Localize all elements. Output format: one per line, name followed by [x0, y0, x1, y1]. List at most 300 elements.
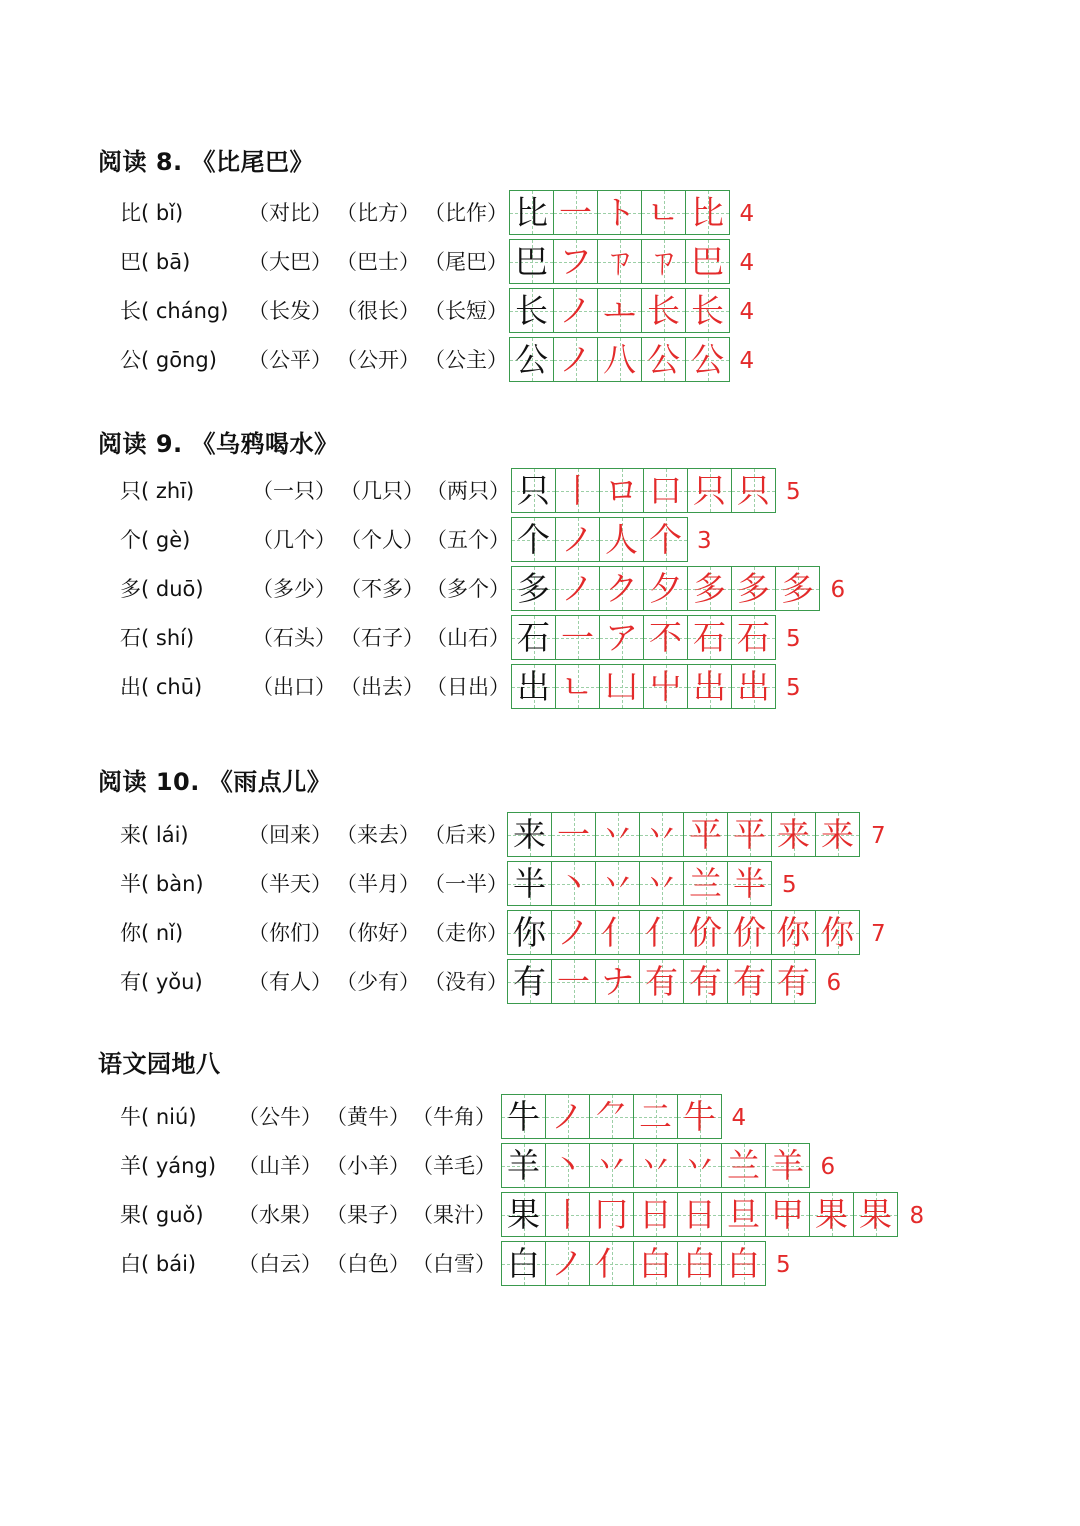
- grid-cell: [772, 960, 816, 1003]
- character: 多: [120, 577, 141, 601]
- example-word: （半天）: [248, 872, 332, 896]
- stroke-step: ノ: [561, 520, 594, 559]
- paren-close: ): [182, 250, 191, 274]
- paren-close: ): [195, 1203, 204, 1227]
- model-character: 巴: [515, 242, 548, 281]
- grid-cell: [546, 1095, 590, 1138]
- character: 来: [120, 823, 141, 847]
- stroke-step: 丶: [557, 864, 590, 903]
- grid-cell: [640, 960, 684, 1003]
- stroke-step: 你: [821, 913, 854, 952]
- example-word: （公开）: [336, 348, 420, 372]
- stroke-step: 个: [649, 520, 682, 559]
- grid-cell: [640, 911, 684, 954]
- character-pinyin: [120, 517, 190, 563]
- example-word: （两只）: [426, 479, 510, 503]
- paren-open: (: [141, 299, 156, 323]
- example-word: （大巴）: [248, 250, 332, 274]
- paren-close: ): [220, 299, 229, 323]
- example-word: （几个）: [252, 528, 336, 552]
- stroke-order-grid: [501, 1143, 810, 1188]
- paren-open: (: [141, 675, 156, 699]
- character: 个: [120, 528, 141, 552]
- grid-cell: [508, 813, 552, 856]
- grid-cell: [678, 1144, 722, 1187]
- stroke-step: 多: [781, 569, 814, 608]
- stroke-step: 丷: [645, 815, 678, 854]
- stroke-order-grid: [507, 910, 860, 955]
- stroke-step: 丷: [645, 864, 678, 903]
- stroke-order-grid: [509, 288, 730, 333]
- stroke-order-grid: [509, 190, 730, 235]
- grid-cell: [678, 1242, 722, 1285]
- stroke-step: 比: [691, 193, 724, 232]
- stroke-count: 4: [739, 250, 755, 276]
- grid-cell: [722, 1242, 766, 1285]
- stroke-step: 多: [737, 569, 770, 608]
- character: 长: [120, 299, 141, 323]
- example-word: （对比）: [248, 201, 332, 225]
- stroke-step: 来: [777, 815, 810, 854]
- pinyin: guǒ: [155, 1203, 196, 1227]
- character: 公: [120, 348, 141, 372]
- model-character: 来: [513, 815, 546, 854]
- grid-cell: [772, 911, 816, 954]
- grid-cell: [508, 862, 552, 905]
- section-title: 语文园地八: [98, 1050, 221, 1078]
- character-row: [0, 812, 1080, 858]
- grid-cell: [510, 191, 554, 234]
- character: 羊: [120, 1154, 141, 1178]
- paren-close: ): [175, 201, 184, 225]
- example-word: （长发）: [248, 299, 332, 323]
- stroke-step: 石: [737, 618, 770, 657]
- example-word: （没有）: [424, 970, 508, 994]
- stroke-step: 出: [693, 667, 726, 706]
- character-row: [0, 239, 1080, 285]
- stroke-step: 八: [603, 340, 636, 379]
- grid-cell: [642, 338, 686, 381]
- grid-cell: [502, 1095, 546, 1138]
- section-title: 阅读 8. 《比尾巴》: [98, 148, 315, 176]
- stroke-step: 只: [737, 471, 770, 510]
- stroke-count: 6: [826, 970, 842, 996]
- character: 果: [120, 1203, 141, 1227]
- stroke-step: 夕: [649, 569, 682, 608]
- stroke-step: 果: [815, 1195, 848, 1234]
- stroke-step: 半: [733, 864, 766, 903]
- stroke-step: 丶: [551, 1146, 584, 1185]
- grid-cell: [688, 469, 732, 512]
- paren-close: ): [188, 1105, 197, 1129]
- grid-cell: [644, 567, 688, 610]
- character-pinyin: [120, 1192, 204, 1238]
- pinyin: gōng: [155, 348, 209, 372]
- pinyin: yǒu: [155, 970, 195, 994]
- grid-cell: [598, 240, 642, 283]
- grid-cell: [728, 911, 772, 954]
- stroke-step: 口: [649, 471, 682, 510]
- stroke-step: ノ: [551, 1097, 584, 1136]
- stroke-step: 白: [683, 1244, 716, 1283]
- paren-open: (: [141, 577, 156, 601]
- example-word: （公平）: [248, 348, 332, 372]
- paren-close: ): [195, 577, 204, 601]
- stroke-count: 4: [731, 1105, 747, 1131]
- paren-open: (: [141, 872, 156, 896]
- paren-close: ): [175, 921, 184, 945]
- stroke-step: 有: [777, 962, 810, 1001]
- example-word: （小羊）: [326, 1154, 410, 1178]
- example-word: （五个）: [426, 528, 510, 552]
- grid-cell: [816, 911, 860, 954]
- grid-cell: [554, 191, 598, 234]
- model-character: 果: [507, 1195, 540, 1234]
- character-pinyin: [120, 615, 194, 661]
- character: 出: [120, 675, 141, 699]
- stroke-step: 石: [693, 618, 726, 657]
- grid-cell: [722, 1144, 766, 1187]
- pinyin: bàn: [155, 872, 196, 896]
- grid-cell: [552, 911, 596, 954]
- grid-cell: [546, 1144, 590, 1187]
- grid-cell: [596, 862, 640, 905]
- example-word: （牛角）: [412, 1105, 496, 1129]
- stroke-step: ㅗ: [603, 291, 636, 330]
- example-word: （出口）: [252, 675, 336, 699]
- stroke-step: 兰: [689, 864, 722, 903]
- model-character: 半: [513, 864, 546, 903]
- grid-cell: [728, 960, 772, 1003]
- stroke-step: 亻: [595, 1244, 628, 1283]
- grid-cell: [600, 469, 644, 512]
- grid-cell: [640, 813, 684, 856]
- grid-cell: [596, 911, 640, 954]
- stroke-step: 丨: [561, 471, 594, 510]
- example-word: （一只）: [252, 479, 336, 503]
- example-word: （多个）: [426, 577, 510, 601]
- paren-open: (: [141, 479, 156, 503]
- paren-close: ): [207, 1154, 217, 1178]
- model-character: 多: [517, 569, 550, 608]
- example-word: （后来）: [424, 823, 508, 847]
- example-word: （一半）: [424, 872, 508, 896]
- section-title: 阅读 9. 《乌鸦喝水》: [98, 430, 339, 458]
- character: 有: [120, 970, 141, 994]
- paren-close: ): [180, 823, 189, 847]
- example-word: （走你）: [424, 921, 508, 945]
- grid-cell: [556, 665, 600, 708]
- grid-cell: [634, 1193, 678, 1236]
- grid-cell: [554, 289, 598, 332]
- pinyin: shí: [155, 626, 186, 650]
- grid-cell: [644, 518, 688, 561]
- example-word: （石头）: [252, 626, 336, 650]
- example-word: （石子）: [340, 626, 424, 650]
- stroke-step: 丷: [683, 1146, 716, 1185]
- grid-cell: [634, 1242, 678, 1285]
- grid-cell: [642, 289, 686, 332]
- character: 比: [120, 201, 141, 225]
- character-pinyin: [120, 861, 204, 907]
- stroke-step: 凵: [605, 667, 638, 706]
- model-character: 白: [507, 1244, 540, 1283]
- model-character: 石: [517, 618, 550, 657]
- grid-cell: [776, 567, 820, 610]
- grid-cell: [766, 1193, 810, 1236]
- pinyin: duō: [155, 577, 196, 601]
- grid-cell: [554, 240, 598, 283]
- stroke-step: 亻: [645, 913, 678, 952]
- stroke-step: ㄴ: [561, 667, 594, 706]
- stroke-step: ㄗ: [647, 242, 680, 281]
- pinyin: bā: [155, 250, 183, 274]
- grid-cell: [502, 1193, 546, 1236]
- character: 巴: [120, 250, 141, 274]
- stroke-step: 价: [733, 913, 766, 952]
- paren-open: (: [141, 1105, 156, 1129]
- stroke-count: 5: [786, 626, 801, 652]
- character-row: [0, 288, 1080, 334]
- character-row: [0, 1143, 1080, 1189]
- stroke-step: 旦: [727, 1195, 760, 1234]
- stroke-step: 公: [691, 340, 724, 379]
- grid-cell: [552, 813, 596, 856]
- example-word: （有人）: [248, 970, 332, 994]
- stroke-step: 出: [737, 667, 770, 706]
- stroke-step: 白: [727, 1244, 760, 1283]
- paren-close: ): [194, 970, 203, 994]
- stroke-step: 一: [557, 815, 590, 854]
- stroke-step: 屮: [649, 667, 682, 706]
- example-word: （白云）: [238, 1252, 322, 1276]
- stroke-step: 有: [689, 962, 722, 1001]
- stroke-order-grid: [509, 337, 730, 382]
- grid-cell: [686, 289, 730, 332]
- grid-cell: [556, 469, 600, 512]
- stroke-step: 丷: [639, 1146, 672, 1185]
- example-word: （巴士）: [336, 250, 420, 274]
- grid-cell: [732, 665, 776, 708]
- model-character: 只: [517, 471, 550, 510]
- pinyin: zhī: [155, 479, 187, 503]
- paren-close: ): [194, 675, 203, 699]
- stroke-count: 5: [786, 479, 801, 505]
- paren-close: ): [186, 479, 195, 503]
- stroke-step: 果: [859, 1195, 892, 1234]
- stroke-step: ノ: [551, 1244, 584, 1283]
- grid-cell: [600, 616, 644, 659]
- stroke-step: 平: [689, 815, 722, 854]
- example-word: （不多）: [340, 577, 424, 601]
- character-row: [0, 566, 1080, 612]
- paren-close: ): [187, 1252, 197, 1276]
- grid-cell: [554, 338, 598, 381]
- grid-cell: [684, 862, 728, 905]
- example-word: （水果）: [238, 1203, 322, 1227]
- stroke-step: 来: [821, 815, 854, 854]
- stroke-step: 牛: [683, 1097, 716, 1136]
- stroke-step: 巴: [691, 242, 724, 281]
- character-row: [0, 468, 1080, 514]
- stroke-step: 丷: [601, 815, 634, 854]
- grid-cell: [590, 1144, 634, 1187]
- grid-cell: [642, 240, 686, 283]
- example-word: （羊毛）: [412, 1154, 496, 1178]
- grid-cell: [684, 960, 728, 1003]
- example-word: （公牛）: [238, 1105, 322, 1129]
- example-word: （几只）: [340, 479, 424, 503]
- stroke-step: 长: [647, 291, 680, 330]
- paren-open: (: [141, 201, 156, 225]
- character-pinyin: [120, 566, 204, 612]
- character-pinyin: [120, 664, 202, 710]
- grid-cell: [640, 862, 684, 905]
- grid-cell: [556, 567, 600, 610]
- example-word: （你好）: [336, 921, 420, 945]
- model-character: 出: [517, 667, 550, 706]
- example-word: （黄牛）: [326, 1105, 410, 1129]
- paren-open: (: [141, 626, 156, 650]
- paren-open: (: [141, 970, 156, 994]
- grid-cell: [510, 240, 554, 283]
- stroke-step: 一: [559, 193, 592, 232]
- paren-open: (: [141, 921, 156, 945]
- stroke-step: ロ: [605, 471, 638, 510]
- grid-cell: [512, 567, 556, 610]
- stroke-step: 有: [733, 962, 766, 1001]
- grid-cell: [598, 338, 642, 381]
- character-pinyin: [120, 1143, 216, 1189]
- model-character: 你: [513, 913, 546, 952]
- stroke-step: 不: [649, 618, 682, 657]
- pinyin: bǐ: [155, 201, 176, 225]
- character: 石: [120, 626, 141, 650]
- grid-cell: [766, 1144, 810, 1187]
- stroke-step: 人: [605, 520, 638, 559]
- character-row: [0, 1192, 1080, 1238]
- pinyin: bái: [155, 1252, 188, 1276]
- stroke-order-grid: [511, 517, 688, 562]
- character: 牛: [120, 1105, 141, 1129]
- paren-close: ): [208, 348, 217, 372]
- paren-close: ): [185, 626, 195, 650]
- grid-cell: [684, 911, 728, 954]
- example-word: （很长）: [336, 299, 420, 323]
- grid-cell: [688, 665, 732, 708]
- model-character: 长: [515, 291, 548, 330]
- grid-cell: [644, 469, 688, 512]
- stroke-count: 7: [871, 823, 886, 849]
- stroke-count: 4: [739, 348, 755, 374]
- stroke-step: 多: [693, 569, 726, 608]
- stroke-count: 6: [830, 577, 846, 603]
- stroke-step: ノ: [559, 340, 592, 379]
- stroke-count: 6: [820, 1154, 836, 1180]
- example-word: （山羊）: [238, 1154, 322, 1178]
- character-pinyin: [120, 288, 228, 334]
- grid-cell: [552, 862, 596, 905]
- grid-cell: [508, 911, 552, 954]
- stroke-step: ノ: [557, 913, 590, 952]
- stroke-step: 亻: [601, 913, 634, 952]
- grid-cell: [598, 289, 642, 332]
- stroke-step: 丨: [551, 1195, 584, 1234]
- grid-cell: [678, 1095, 722, 1138]
- pinyin: niú: [155, 1105, 189, 1129]
- grid-cell: [546, 1242, 590, 1285]
- character-row: [0, 910, 1080, 956]
- stroke-count: 8: [909, 1203, 925, 1229]
- stroke-count: 4: [739, 201, 755, 227]
- stroke-order-grid: [501, 1192, 898, 1237]
- grid-cell: [722, 1193, 766, 1236]
- grid-cell: [634, 1095, 678, 1138]
- stroke-step: 冂: [595, 1195, 628, 1234]
- model-character: 公: [515, 340, 548, 379]
- example-word: （多少）: [252, 577, 336, 601]
- example-word: （公主）: [424, 348, 508, 372]
- example-word: （比作）: [424, 201, 508, 225]
- grid-cell: [732, 616, 776, 659]
- character-row: [0, 337, 1080, 383]
- grid-cell: [590, 1095, 634, 1138]
- pinyin: gè: [155, 528, 183, 552]
- paren-close: ): [195, 872, 204, 896]
- stroke-order-grid: [507, 959, 816, 1004]
- stroke-step: 羊: [771, 1146, 804, 1185]
- model-character: 牛: [507, 1097, 540, 1136]
- stroke-order-grid: [507, 861, 772, 906]
- stroke-step: 平: [733, 815, 766, 854]
- stroke-order-grid: [511, 566, 820, 611]
- grid-cell: [732, 567, 776, 610]
- pinyin: chū: [155, 675, 195, 699]
- stroke-step: ア: [605, 618, 638, 657]
- grid-cell: [816, 813, 860, 856]
- stroke-order-grid: [511, 615, 776, 660]
- character-pinyin: [120, 1241, 196, 1287]
- example-word: （日出）: [426, 675, 510, 699]
- stroke-order-grid: [501, 1094, 722, 1139]
- character-pinyin: [120, 959, 203, 1005]
- example-word: （山石）: [426, 626, 510, 650]
- grid-cell: [810, 1193, 854, 1236]
- example-word: （白雪）: [412, 1252, 496, 1276]
- character-row: [0, 615, 1080, 661]
- grid-cell: [600, 518, 644, 561]
- grid-cell: [512, 665, 556, 708]
- stroke-step: 只: [693, 471, 726, 510]
- character-row: [0, 1094, 1080, 1140]
- paren-close: ): [182, 528, 191, 552]
- stroke-count: 7: [871, 921, 886, 947]
- grid-cell: [512, 518, 556, 561]
- character-row: [0, 190, 1080, 236]
- grid-cell: [642, 191, 686, 234]
- character-pinyin: [120, 190, 183, 236]
- grid-cell: [590, 1193, 634, 1236]
- character-pinyin: [120, 468, 194, 514]
- example-word: （出去）: [340, 675, 424, 699]
- pinyin: nǐ: [155, 921, 176, 945]
- stroke-step: ト: [603, 193, 636, 232]
- paren-open: (: [141, 1252, 156, 1276]
- grid-cell: [644, 616, 688, 659]
- stroke-order-grid: [511, 664, 776, 709]
- character-row: [0, 861, 1080, 907]
- grid-cell: [598, 191, 642, 234]
